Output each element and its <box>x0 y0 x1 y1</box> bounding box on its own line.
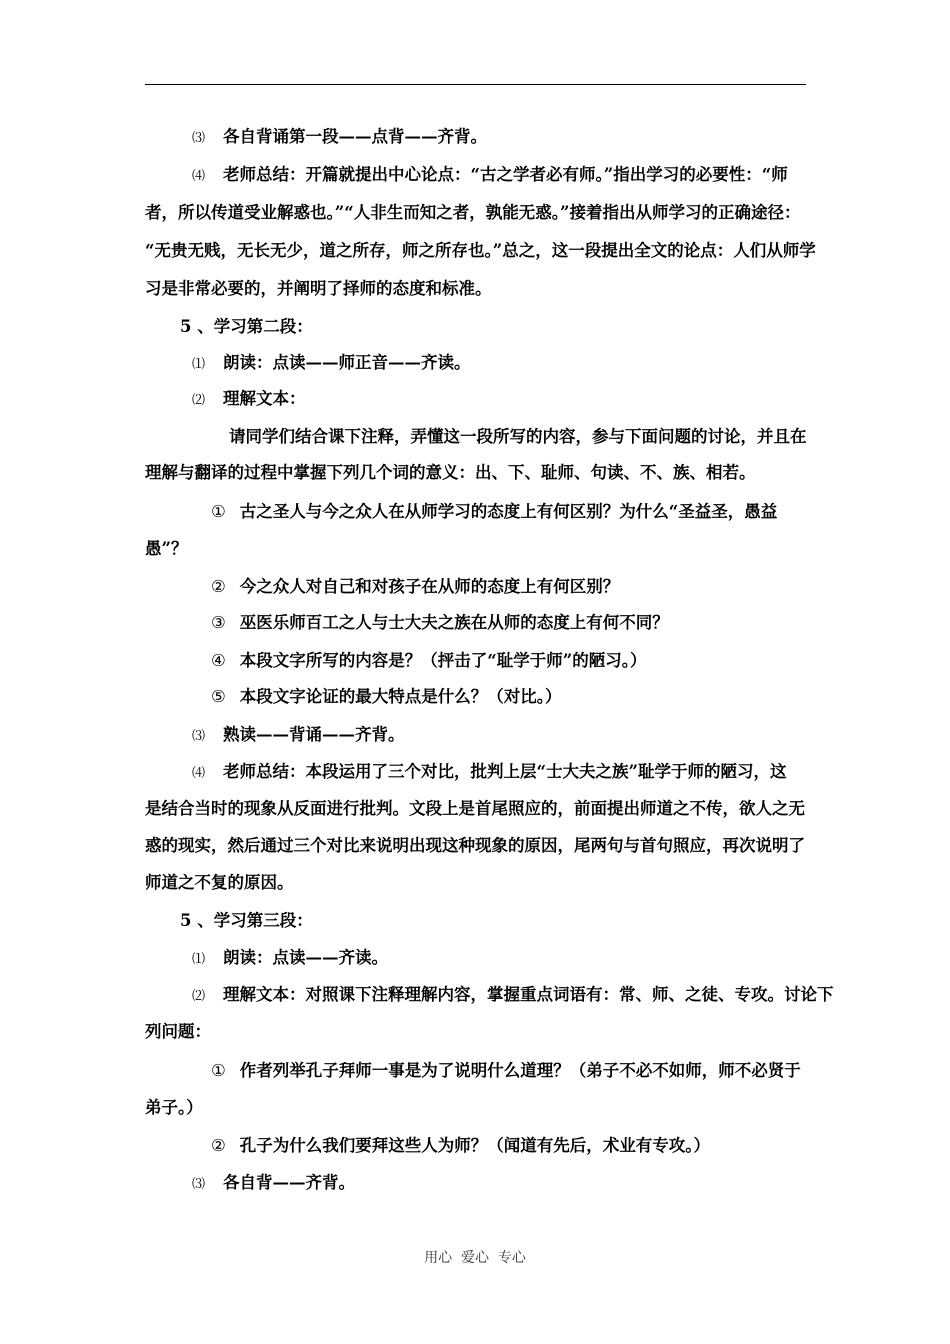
list-marker: ⑶ <box>192 131 206 146</box>
line-text: 朗读：点读——齐读。 <box>223 948 389 967</box>
header-rule <box>145 84 806 85</box>
line-text: 请同学们结合课下注释，弄懂这一段所写的内容，参与下面问题的讨论，并且在 <box>229 427 807 446</box>
circled-marker: ④ <box>211 651 226 670</box>
question-line <box>211 612 669 634</box>
paragraph-line <box>192 984 834 1008</box>
paragraph-line <box>145 538 188 560</box>
question-line <box>211 501 777 523</box>
paragraph-line <box>145 872 294 894</box>
line-text: 各自背诵第一段——点背——齐背。 <box>223 127 488 146</box>
line-text: 本段文字论证的最大特点是什么？（对比。） <box>239 687 562 706</box>
section-heading <box>180 316 313 338</box>
line-text: 老师总结：本段运用了三个对比，批判上层“士大夫之族”耻学于师的陋习，这 <box>223 762 787 781</box>
question-line <box>211 1135 710 1157</box>
line-text: 老师总结：开篇就提出中心论点：“古之学者必有师。”指出学习的必要性：“师 <box>223 165 788 184</box>
line-text: 5 、学习第二段： <box>180 317 313 336</box>
line-text: 师道之不复的原因。 <box>145 873 294 892</box>
page-footer: 用心 爱心 专心 <box>424 1250 526 1266</box>
line-text: 5 、学习第三段： <box>180 911 313 930</box>
paragraph-line <box>145 835 805 857</box>
circled-marker: ① <box>211 502 226 521</box>
line-text: 作者列举孔子拜师一事是为了说明什么道理？（弟子不必不如师，师不必贤于 <box>239 1061 801 1080</box>
circled-marker: ② <box>211 1136 226 1155</box>
paragraph-line <box>192 947 388 971</box>
circled-marker: ② <box>211 577 226 596</box>
line-text: 列问题： <box>145 1022 211 1041</box>
paragraph-line <box>145 202 800 224</box>
list-marker: ⑴ <box>192 357 206 372</box>
line-text: 愚”？ <box>145 539 188 558</box>
paragraph-line <box>192 1172 355 1196</box>
paragraph-line <box>145 278 492 300</box>
section-heading <box>180 910 313 932</box>
line-text: 习是非常必要的，并阐明了择师的态度和标准。 <box>145 279 492 298</box>
paragraph-line <box>192 126 487 150</box>
line-text: 各自背——齐背。 <box>223 1173 356 1192</box>
paragraph-line <box>192 352 471 376</box>
line-text: 惑的现实，然后通过三个对比来说明出现这种现象的原因，尾两句与首句照应，再次说明了 <box>145 836 805 855</box>
line-text: 本段文字所写的内容是？（抨击了“耻学于师”的陋习。） <box>239 651 647 670</box>
paragraph-line <box>145 1021 211 1043</box>
line-text: 是结合当时的现象从反面进行批判。文段上是首尾照应的，前面提出师道之不传，欲人之无 <box>145 799 805 818</box>
line-text: “无贵无贱，无长无少，道之所存，师之所存也。”总之，这一段提出全文的论点：人们从师学 <box>145 241 816 260</box>
question-line <box>211 650 647 672</box>
list-marker: ⑶ <box>192 729 206 744</box>
list-marker: ⑵ <box>192 989 206 1004</box>
line-text: 理解与翻译的过程中掌握下列几个词的意义：出、下、耻师、句读、不、族、相若。 <box>145 463 756 482</box>
line-text: 弟子。） <box>145 1098 203 1117</box>
line-text: 孔子为什么我们要拜这些人为师？（闻道有先后，术业有专攻。） <box>239 1136 711 1155</box>
paragraph-line <box>192 761 787 785</box>
circled-marker: ③ <box>211 613 226 632</box>
question-line <box>211 1060 801 1082</box>
list-marker: ⑶ <box>192 1177 206 1192</box>
list-marker: ⑴ <box>192 952 206 967</box>
line-text: 朗读：点读——师正音——齐读。 <box>223 353 471 372</box>
circled-marker: ① <box>211 1061 226 1080</box>
line-text: 熟读——背诵——齐背。 <box>223 725 405 744</box>
line-text: 理解文本： <box>223 389 306 408</box>
paragraph-line <box>145 462 756 484</box>
list-marker: ⑵ <box>192 393 206 408</box>
line-text: 者，所以传道受业解惑也。”“人非生而知之者，孰能无惑。”接着指出从师学习的正确途径： <box>145 203 801 222</box>
list-marker: ⑷ <box>192 766 206 781</box>
question-line <box>211 576 619 598</box>
line-text: 今之众人对自己和对孩子在从师的态度上有何区别？ <box>239 577 620 596</box>
line-text: 巫医乐师百工之人与士大夫之族在从师的态度上有何不同？ <box>239 613 669 632</box>
circled-marker: ⑤ <box>211 687 226 706</box>
paragraph-line <box>145 1097 203 1119</box>
paragraph-line <box>229 426 807 448</box>
line-text: 古之圣人与今之众人在从师学习的态度上有何区别？为什么“圣益圣，愚益 <box>239 502 778 521</box>
paragraph-line <box>145 240 816 262</box>
paragraph-line <box>192 164 788 188</box>
paragraph-line <box>192 388 306 412</box>
line-text: 理解文本：对照课下注释理解内容，掌握重点词语有：常、师、之徒、专攻。讨论下 <box>223 985 834 1004</box>
paragraph-line <box>192 724 405 748</box>
paragraph-line <box>145 798 805 820</box>
question-line <box>211 686 562 708</box>
list-marker: ⑷ <box>192 169 206 184</box>
